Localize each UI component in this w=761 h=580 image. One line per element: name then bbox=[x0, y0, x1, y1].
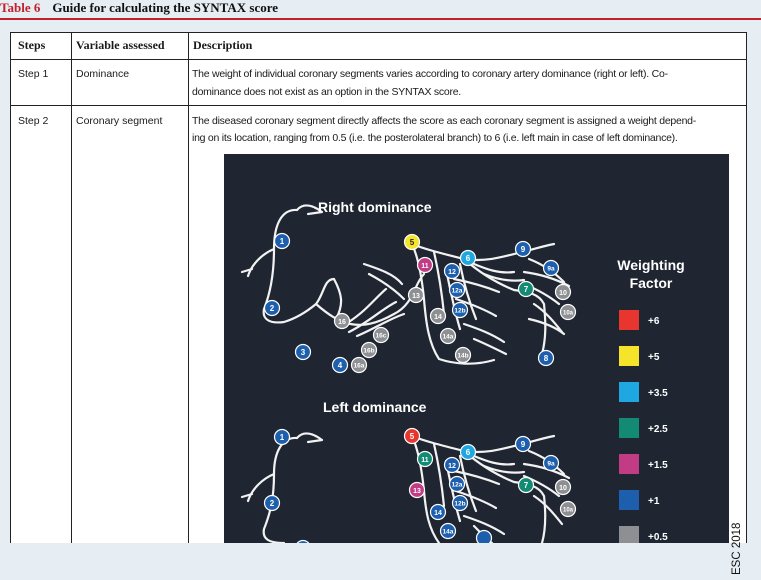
seg-12b-marker bbox=[453, 303, 468, 318]
syntax-table bbox=[10, 32, 747, 575]
legend-swatch-3 bbox=[619, 418, 639, 438]
svg-text:12: 12 bbox=[448, 269, 456, 276]
seg-8-marker bbox=[539, 351, 554, 366]
seg-13-marker-left bbox=[410, 483, 425, 498]
header-steps: Steps bbox=[18, 38, 46, 52]
seg-1-marker-left bbox=[275, 430, 290, 445]
seg-16c-marker bbox=[374, 328, 389, 343]
seg-10a-marker-left bbox=[561, 502, 576, 517]
right-dominance-title: Right dominance bbox=[318, 199, 432, 215]
seg-12-marker bbox=[445, 264, 460, 279]
legend-swatch-5 bbox=[619, 490, 639, 510]
seg-16b-marker bbox=[362, 343, 377, 358]
svg-text:10a: 10a bbox=[562, 507, 574, 514]
seg-3-marker bbox=[296, 345, 311, 360]
seg-16-marker bbox=[335, 314, 350, 329]
weighting-legend bbox=[617, 257, 684, 543]
seg-6-marker bbox=[461, 251, 476, 266]
column-divider-2 bbox=[188, 32, 189, 543]
svg-text:14a: 14a bbox=[442, 528, 454, 536]
segment-markers-left-dominance bbox=[265, 429, 576, 544]
syntax-coronary-diagram bbox=[224, 154, 729, 543]
row2-variable: Coronary segment bbox=[76, 115, 163, 127]
legend-title-line2: Factor bbox=[629, 275, 673, 291]
svg-text:8: 8 bbox=[543, 354, 549, 363]
seg-12b-marker-left bbox=[453, 496, 468, 511]
header-variable: Variable assessed bbox=[76, 38, 165, 52]
svg-text:9: 9 bbox=[520, 440, 526, 449]
rca-vessel-left-dom bbox=[242, 434, 322, 543]
svg-text:4: 4 bbox=[337, 361, 343, 370]
svg-text:1: 1 bbox=[279, 237, 285, 246]
legend-swatch-1 bbox=[619, 346, 639, 366]
svg-text:5: 5 bbox=[409, 238, 415, 247]
segment-markers-right-dominance bbox=[265, 234, 576, 373]
seg-9a-marker bbox=[544, 261, 559, 276]
seg-2-marker bbox=[265, 301, 280, 316]
legend-label-1: +5 bbox=[648, 352, 660, 363]
seg-14-marker-left bbox=[431, 505, 446, 520]
svg-text:14b: 14b bbox=[457, 352, 469, 360]
svg-text:12a: 12a bbox=[451, 481, 463, 489]
coronary-diagram-svg bbox=[224, 154, 729, 543]
svg-text:11: 11 bbox=[421, 457, 429, 464]
row-divider bbox=[10, 105, 747, 106]
svg-text:12b: 12b bbox=[454, 500, 466, 508]
seg-1-marker bbox=[275, 234, 290, 249]
svg-text:2: 2 bbox=[269, 304, 275, 313]
legend-label-5: +1 bbox=[648, 496, 660, 507]
caption-rule bbox=[0, 18, 761, 20]
seg-9a-marker-left bbox=[544, 456, 559, 471]
table-border-left bbox=[10, 32, 11, 543]
seg-7-marker bbox=[519, 282, 534, 297]
seg-12a-marker bbox=[450, 283, 465, 298]
legend-swatch-4 bbox=[619, 454, 639, 474]
legend-title-line1: Weighting bbox=[617, 257, 685, 273]
svg-text:10a: 10a bbox=[562, 310, 574, 317]
svg-text:9a: 9a bbox=[547, 265, 555, 273]
table-caption bbox=[0, 0, 761, 18]
legend-label-0: +6 bbox=[648, 316, 660, 327]
svg-text:1: 1 bbox=[279, 433, 285, 442]
copyright-text: ESC 2018 bbox=[731, 522, 743, 575]
seg-5-marker bbox=[405, 235, 420, 250]
svg-text:9: 9 bbox=[520, 245, 526, 254]
svg-text:12b: 12b bbox=[454, 307, 466, 315]
header-description: Description bbox=[193, 38, 253, 52]
seg-16a-marker bbox=[352, 358, 367, 373]
legend-swatch-6 bbox=[619, 526, 639, 543]
svg-text:12a: 12a bbox=[451, 287, 463, 295]
seg-11-marker-left bbox=[418, 452, 433, 467]
svg-text:16c: 16c bbox=[375, 332, 387, 340]
seg-2-marker-left bbox=[265, 496, 280, 511]
seg-4-marker bbox=[333, 358, 348, 373]
seg-14a-marker bbox=[441, 329, 456, 344]
seg-10-marker bbox=[556, 285, 571, 300]
svg-text:12: 12 bbox=[448, 463, 456, 470]
svg-text:10: 10 bbox=[559, 485, 567, 492]
svg-text:7: 7 bbox=[523, 285, 529, 294]
svg-text:10: 10 bbox=[559, 290, 567, 297]
seg-9-marker-left bbox=[516, 437, 531, 452]
svg-text:9a: 9a bbox=[547, 460, 555, 468]
row1-variable: Dominance bbox=[76, 68, 130, 80]
svg-text:3: 3 bbox=[300, 348, 306, 357]
seg-9-marker bbox=[516, 242, 531, 257]
svg-text:16b: 16b bbox=[363, 347, 375, 355]
seg-11-marker bbox=[418, 258, 433, 273]
svg-text:5: 5 bbox=[409, 432, 415, 441]
header-divider bbox=[10, 59, 747, 60]
seg-14a-marker-left bbox=[441, 524, 456, 539]
row1-step: Step 1 bbox=[18, 68, 49, 80]
seg-14b-marker bbox=[456, 348, 471, 363]
table-border-top bbox=[10, 32, 747, 33]
legend-label-4: +1.5 bbox=[648, 460, 668, 471]
table-number: Table 6 bbox=[0, 0, 41, 15]
seg-14-marker bbox=[431, 309, 446, 324]
table-border-right bbox=[746, 32, 747, 543]
legend-label-2: +3.5 bbox=[648, 388, 668, 399]
svg-text:7: 7 bbox=[523, 481, 529, 490]
svg-text:16: 16 bbox=[338, 319, 346, 326]
seg-10-marker-left bbox=[556, 480, 571, 495]
svg-text:16a: 16a bbox=[353, 362, 365, 370]
left-dominance-title: Left dominance bbox=[323, 399, 427, 415]
legend-swatch-2 bbox=[619, 382, 639, 402]
svg-text:13: 13 bbox=[413, 488, 421, 495]
row1-description-line2: dominance does not exist as an option in the SYNTAX score. bbox=[192, 86, 461, 98]
seg-6-marker-left bbox=[461, 445, 476, 460]
svg-text:2: 2 bbox=[269, 499, 275, 508]
svg-text:13: 13 bbox=[412, 293, 420, 300]
svg-text:6: 6 bbox=[465, 254, 471, 263]
seg-15-marker-left bbox=[477, 531, 492, 544]
svg-text:11: 11 bbox=[421, 263, 429, 270]
seg-10a-marker bbox=[561, 305, 576, 320]
svg-text:14: 14 bbox=[434, 510, 442, 517]
row1-description-line1: The weight of individual coronary segments varies according to coronary artery dominance (right or left). Co- bbox=[192, 68, 668, 80]
row2-description-line2: ing on its location, ranging from 0.5 (i.e. the posterolateral branch) to 6 (i.e. left main in case of left dominance). bbox=[192, 132, 678, 144]
column-divider-1 bbox=[71, 32, 72, 543]
seg-7-marker-left bbox=[519, 478, 534, 493]
legend-label-3: +2.5 bbox=[648, 424, 668, 435]
copyright-notice bbox=[728, 517, 744, 575]
table-title: Guide for calculating the SYNTAX score bbox=[52, 0, 279, 15]
seg-5-marker-left bbox=[405, 429, 420, 444]
seg-12a-marker-left bbox=[450, 477, 465, 492]
row2-step: Step 2 bbox=[18, 115, 49, 127]
svg-text:6: 6 bbox=[465, 448, 471, 457]
legend-swatch-0 bbox=[619, 310, 639, 330]
svg-text:14a: 14a bbox=[442, 333, 454, 341]
seg-12-marker-left bbox=[445, 458, 460, 473]
seg-13-marker bbox=[409, 288, 424, 303]
legend-label-6: +0.5 bbox=[648, 532, 668, 543]
svg-text:14: 14 bbox=[434, 314, 442, 321]
row2-description-line1: The diseased coronary segment directly affects the score as each coronary segment is assigned a weight depend- bbox=[192, 115, 697, 127]
